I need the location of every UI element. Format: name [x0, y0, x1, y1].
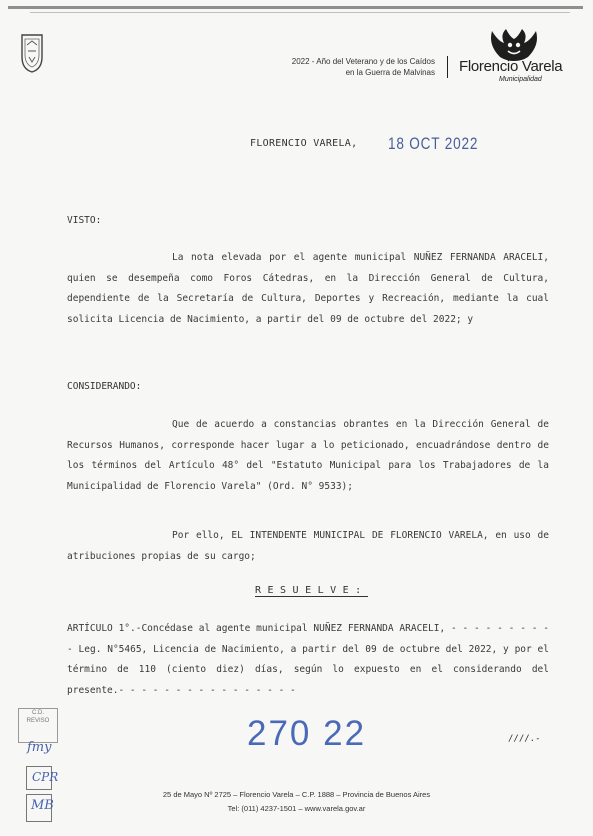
- motto-line-1: 2022 - Año del Veterano y de los Caídos: [291, 57, 435, 66]
- footer-address: 25 de Mayo Nº 2725 – Florencio Varela – C.P. 1888 – Provincia de Buenos Aires: [162, 790, 431, 799]
- motto-line-2: en la Guerra de Malvinas: [345, 68, 435, 77]
- year-motto: [205, 56, 435, 78]
- article-1-text: ARTÍCULO 1°.-Concédase al agente municipal NUÑEZ FERNANDA ARACELI, - - - - - - - - - - Leg. N°5465, Licencia de Nacimiento, a partir del 09 de octubre del 2022, y por el término de 110 (ciento diez) días, según lo expuesto en el considerando del presente.- - - - - - - - - - - - - - - -: [67, 623, 549, 696]
- scan-top-edge: [0, 0, 593, 18]
- considerando-paragraph-2: [67, 526, 549, 567]
- date-stamp: 18 OCT 2022: [388, 134, 479, 153]
- scan-artifact-line: [8, 6, 583, 9]
- continuation-mark: ////.-: [508, 734, 541, 744]
- brand-subtitle: Municipalidad: [499, 76, 542, 83]
- handwritten-initial: CPR: [32, 770, 59, 784]
- dateline-place: FLORENCIO VARELA,: [250, 138, 358, 149]
- footer-contact: Tel: (011) 4237-1501 – www.varela.gov.ar: [227, 804, 366, 813]
- article-1-paragraph: [67, 619, 549, 701]
- municipal-shield-icon: [20, 33, 44, 73]
- handwritten-initial: fmy: [27, 740, 52, 755]
- resolution-number-stamp: 270 22: [247, 714, 367, 753]
- visto-text: La nota elevada por el agente municipal NUÑEZ FERNANDA ARACELI, quien se desempeña como Foros Cátedras, en la Dirección General de Cultura, dependiente de la Secretaría de Cultura, Deportes y Recreación, mediante la cual solicita Licencia de Nacimiento, a partir del 09 de octubre del 2022; y: [67, 252, 549, 325]
- scan-artifact-line: [30, 12, 570, 13]
- review-stamp: [18, 708, 58, 743]
- review-stamp-line-1: C.D.: [32, 710, 44, 716]
- resuelve-heading: RESUELVE:: [255, 585, 368, 596]
- brand-name: Florencio Varela: [459, 58, 563, 75]
- visto-paragraph: [67, 248, 549, 330]
- considerando-text-1: Que de acuerdo a constancias obrantes en la Dirección General de Recursos Humanos, corresponde hacer lugar a lo peticionado, encuadrándose dentro de los términos del Artículo 48° del "Estatuto Municipal para los Trabajadores de la Municipalidad de Florencio Varela" (Ord. N° 9533);: [67, 419, 549, 492]
- review-stamp-line-2: REVISO: [26, 718, 50, 724]
- visto-heading: VISTO:: [67, 215, 102, 226]
- handwritten-initial: MB: [31, 798, 54, 813]
- header-divider: [447, 56, 448, 78]
- considerando-paragraph-1: [67, 415, 549, 497]
- considerando-text-2: Por ello, EL INTENDENTE MUNICIPAL DE FLORENCIO VARELA, en uso de atribuciones propias de su cargo;: [67, 530, 549, 562]
- considerando-heading: CONSIDERANDO:: [67, 381, 142, 392]
